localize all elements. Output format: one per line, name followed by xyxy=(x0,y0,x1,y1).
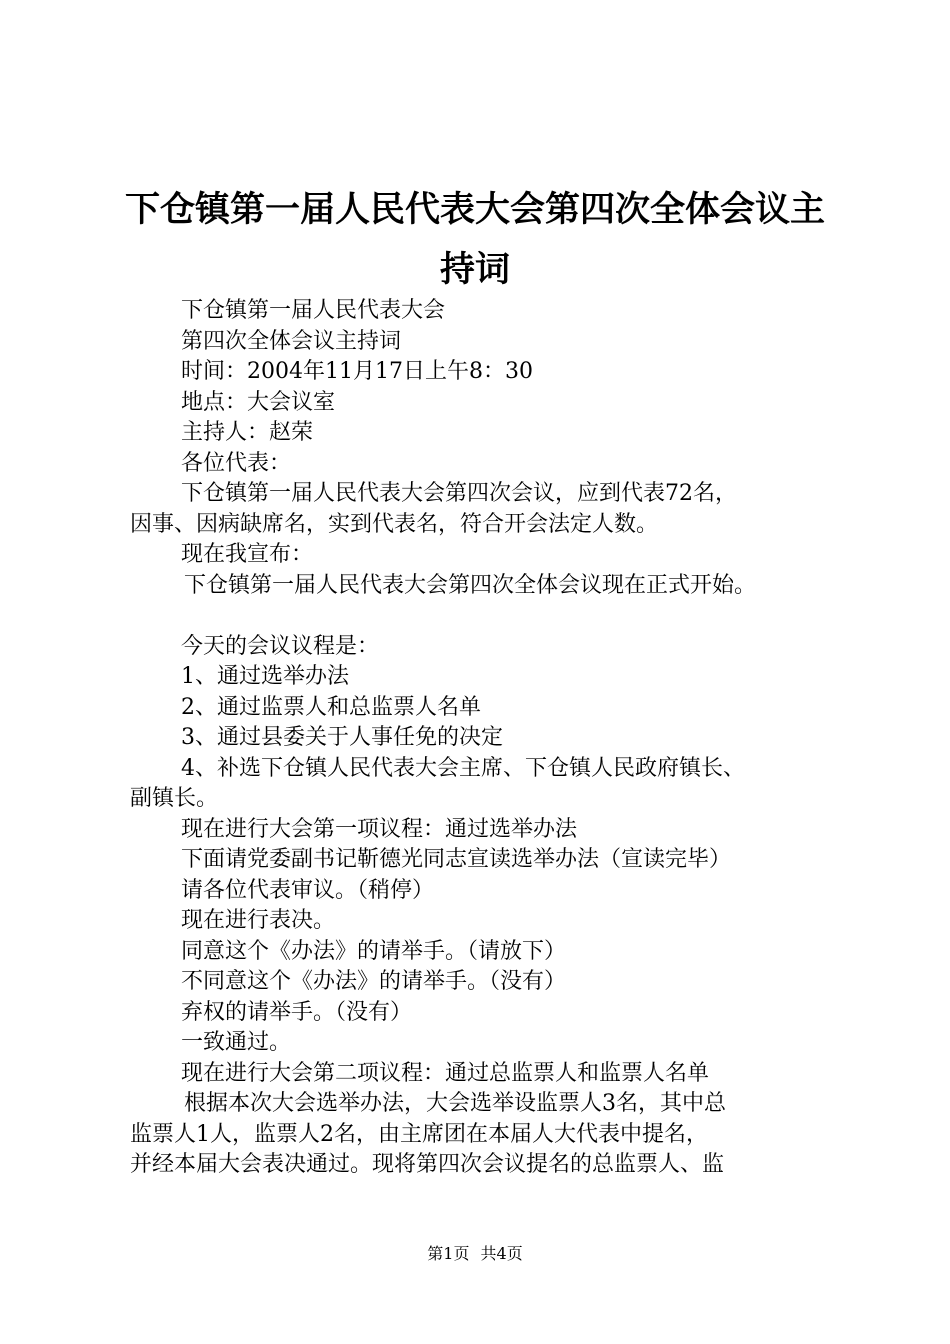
body-line: 根据本次大会选举办法，大会选举设监票人3名，其中总 xyxy=(184,1091,726,1116)
page-number: 第1页 xyxy=(427,1244,470,1263)
body-line: 下仓镇第一届人民代表大会第四次会议，应到代表72名， xyxy=(181,481,737,506)
body-line: 同意这个《办法》的请举手。（请放下） xyxy=(181,938,567,964)
body-line: 地点：大会议室 xyxy=(181,389,336,415)
body-line: 下仓镇第一届人民代表大会第四次全体会议现在正式开始。 xyxy=(184,572,757,598)
agenda-item: 4、补选下仓镇人民代表大会主席、下仓镇人民政府镇长、 xyxy=(181,755,745,781)
body-line: 时间：2004年11月17日上午8：30 xyxy=(181,359,533,384)
page-footer xyxy=(0,1244,950,1264)
agenda-item: 3、通过县委关于人事任免的决定 xyxy=(181,725,503,750)
body-line: 弃权的请举手。（没有） xyxy=(181,999,413,1025)
body-line: 请各位代表审议。（稍停） xyxy=(181,877,435,903)
body-line: 第四次全体会议主持词 xyxy=(181,328,402,354)
body-line: 因事、因病缺席名，实到代表名，符合开会法定人数。 xyxy=(130,511,659,537)
body-line: 副镇长。 xyxy=(130,786,219,811)
body-line: 现在进行表决。 xyxy=(181,908,336,933)
document-body xyxy=(130,296,850,1181)
agenda-item: 1、通过选举办法 xyxy=(181,664,349,689)
body-line: 现在进行大会第一项议程：通过选举办法 xyxy=(181,816,578,842)
document-title-line-2: 持词 xyxy=(439,250,510,290)
body-line: 现在进行大会第二项议程：通过总监票人和监票人名单 xyxy=(181,1060,710,1086)
blank-line xyxy=(130,601,850,632)
body-line: 不同意这个《办法》的请举手。（没有） xyxy=(181,969,567,994)
body-line: 一致通过。 xyxy=(181,1030,292,1055)
document-title-line-1: 下仓镇第一届人民代表大会第四次全体会议主 xyxy=(124,190,825,230)
body-line: 现在我宣布： xyxy=(181,542,314,567)
body-line: 下面请党委副书记靳德光同志宣读选举办法（宣读完毕） xyxy=(181,847,732,872)
body-line: 下仓镇第一届人民代表大会 xyxy=(181,298,446,323)
page-total: 共4页 xyxy=(480,1244,523,1263)
body-line: 监票人1人，监票人2名，由主席团在本届人大代表中提名， xyxy=(130,1121,708,1147)
agenda-item: 2、通过监票人和总监票人名单 xyxy=(181,694,481,720)
body-line: 各位代表： xyxy=(181,450,292,476)
body-line: 并经本届大会表决通过。现将第四次会议提名的总监票人、监 xyxy=(130,1152,725,1177)
body-line: 主持人：赵荣 xyxy=(181,420,314,445)
body-line: 今天的会议议程是： xyxy=(181,633,380,659)
